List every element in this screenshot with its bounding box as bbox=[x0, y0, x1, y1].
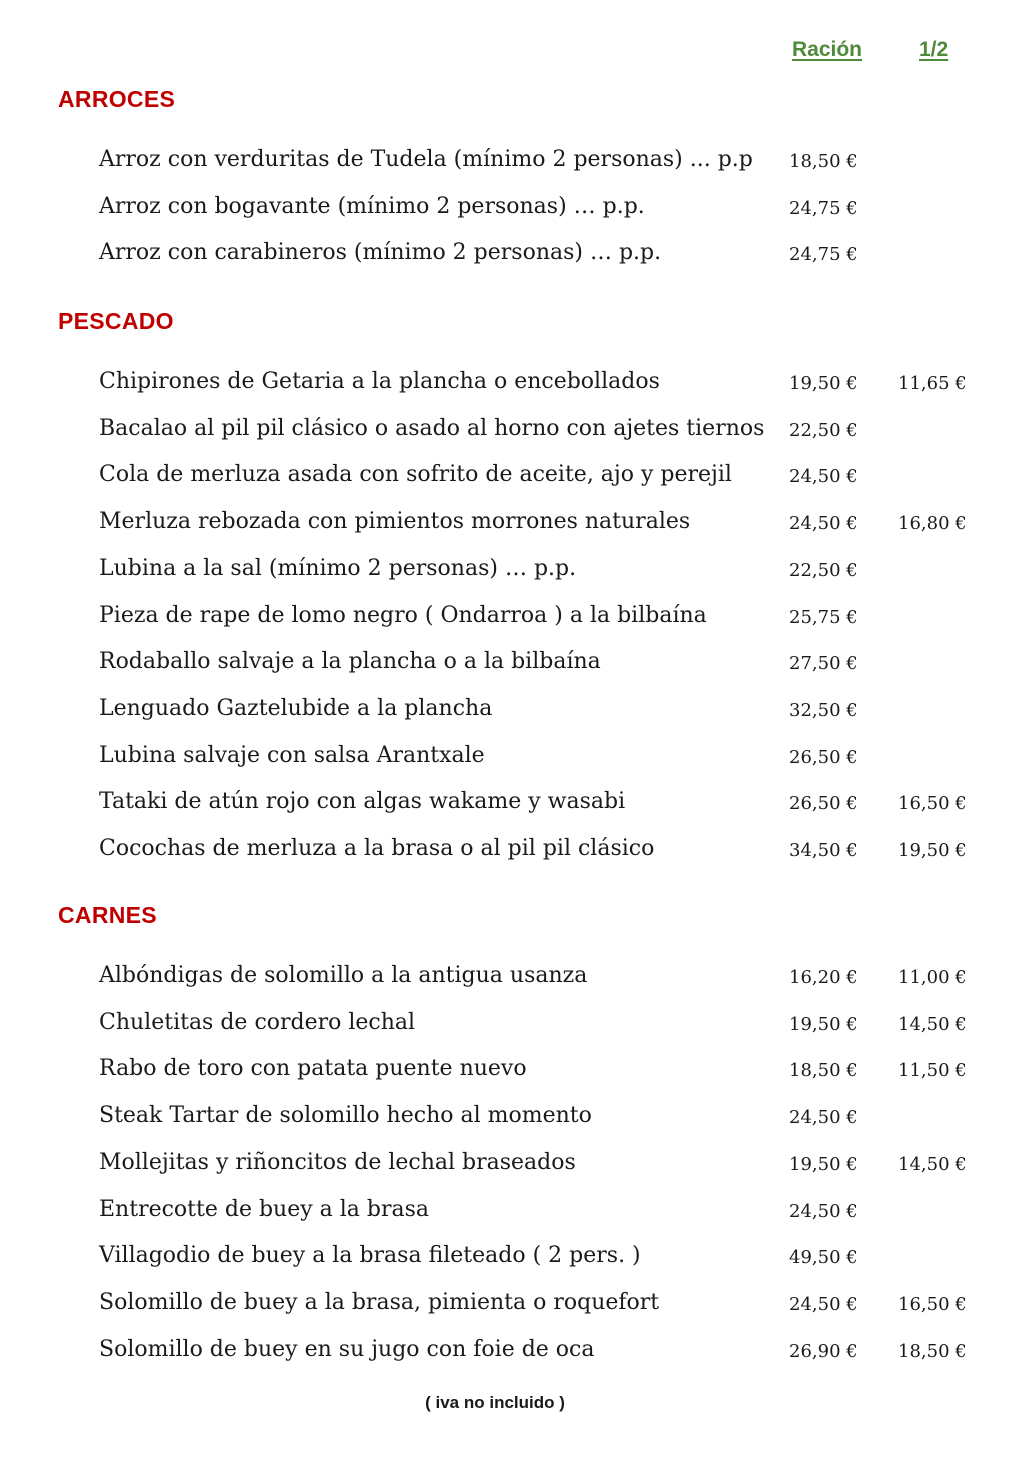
dish-name: Rodaballo salvaje a la plancha o a la bilbaína bbox=[99, 649, 601, 675]
half-portion-price: 14,50 € bbox=[898, 1013, 967, 1035]
racion-price: 26,90 € bbox=[789, 1340, 858, 1362]
menu-item bbox=[0, 415, 1024, 445]
dish-name: Mollejitas y riñoncitos de lechal braseados bbox=[99, 1149, 576, 1175]
racion-price: 19,50 € bbox=[789, 1153, 858, 1175]
menu-item bbox=[0, 1009, 1024, 1039]
menu-item bbox=[0, 1102, 1024, 1132]
racion-price: 24,50 € bbox=[789, 1107, 858, 1129]
vat-note: ( iva no incluido ) bbox=[425, 1393, 565, 1412]
racion-price: 24,50 € bbox=[789, 466, 858, 488]
racion-price: 24,50 € bbox=[789, 1293, 858, 1315]
menu-item bbox=[0, 602, 1024, 632]
dish-name: Lubina a la sal (mínimo 2 personas) … p.p. bbox=[99, 555, 577, 581]
dish-name: Arroz con carabineros (mínimo 2 personas) … p.p. bbox=[99, 240, 662, 266]
menu-item bbox=[0, 508, 1024, 538]
menu-item bbox=[0, 1242, 1024, 1272]
menu-item bbox=[0, 146, 1024, 176]
menu-item bbox=[0, 695, 1024, 725]
racion-price: 26,50 € bbox=[789, 746, 858, 768]
menu-item bbox=[0, 1149, 1024, 1179]
racion-price: 27,50 € bbox=[789, 653, 858, 675]
dish-name: Lubina salvaje con salsa Arantxale bbox=[99, 742, 485, 768]
menu-item bbox=[0, 555, 1024, 585]
dish-name: Arroz con bogavante (mínimo 2 personas) … p.p. bbox=[99, 193, 645, 219]
racion-price: 22,50 € bbox=[789, 559, 858, 581]
racion-price: 16,20 € bbox=[789, 967, 858, 988]
section-title-carnes: CARNES bbox=[58, 902, 157, 928]
price-column-headers bbox=[0, 38, 1024, 70]
racion-price: 18,50 € bbox=[789, 1060, 858, 1082]
menu-item bbox=[0, 648, 1024, 678]
half-portion-price: 18,50 € bbox=[898, 1340, 967, 1362]
menu-item bbox=[0, 193, 1024, 223]
racion-price: 19,50 € bbox=[789, 1013, 858, 1035]
dish-name: Tataki de atún rojo con algas wakame y wasabi bbox=[99, 789, 626, 815]
section-title-pescado: PESCADO bbox=[58, 308, 174, 334]
half-portion-price: 11,50 € bbox=[898, 1060, 967, 1082]
racion-price: 49,50 € bbox=[789, 1247, 858, 1269]
racion-price: 26,50 € bbox=[789, 793, 858, 815]
menu-item bbox=[0, 461, 1024, 491]
racion-price: 24,75 € bbox=[789, 197, 858, 219]
menu-item bbox=[0, 835, 1024, 865]
dish-name: Chuletitas de cordero lechal bbox=[99, 1009, 416, 1035]
racion-price: 25,75 € bbox=[789, 606, 858, 628]
racion-price: 34,50 € bbox=[789, 840, 858, 861]
dish-name: Cocochas de merluza a la brasa o al pil pil clásico bbox=[99, 836, 655, 861]
dish-name: Solomillo de buey en su jugo con foie de oca bbox=[99, 1336, 595, 1362]
racion-price: 18,50 € bbox=[789, 151, 858, 172]
menu-item bbox=[0, 1196, 1024, 1226]
dish-name: Lenguado Gaztelubide a la plancha bbox=[99, 695, 493, 721]
menu-item bbox=[0, 1289, 1024, 1319]
dish-name: Arroz con verduritas de Tudela (mínimo 2 personas) ... p.p bbox=[99, 147, 753, 172]
menu-item bbox=[0, 962, 1024, 992]
dish-name: Cola de merluza asada con sofrito de aceite, ajo y perejil bbox=[99, 462, 732, 488]
menu-item bbox=[0, 368, 1024, 398]
half-portion-price: 11,65 € bbox=[898, 373, 967, 394]
half-portion-column-header: 1/2 bbox=[919, 38, 949, 61]
dish-name: Steak Tartar de solomillo hecho al momento bbox=[99, 1103, 592, 1129]
racion-price: 24,50 € bbox=[789, 1200, 858, 1222]
racion-price: 24,75 € bbox=[789, 244, 858, 266]
dish-name: Albóndigas de solomillo a la antigua usanza bbox=[99, 963, 588, 988]
menu-item bbox=[0, 1336, 1024, 1366]
dish-name: Pieza de rape de lomo negro ( Ondarroa ) a la bilbaína bbox=[99, 602, 707, 628]
half-portion-price: 11,00 € bbox=[898, 967, 967, 988]
racion-column-header: Ración bbox=[792, 38, 863, 61]
racion-price: 19,50 € bbox=[789, 373, 858, 394]
menu-item bbox=[0, 788, 1024, 818]
menu-item bbox=[0, 742, 1024, 772]
racion-price: 24,50 € bbox=[789, 513, 858, 535]
menu-item bbox=[0, 239, 1024, 269]
section-title-arroces: ARROCES bbox=[58, 86, 176, 112]
dish-name: Bacalao al pil pil clásico o asado al horno con ajetes tiernos bbox=[99, 415, 765, 441]
racion-price: 32,50 € bbox=[789, 699, 858, 721]
dish-name: Merluza rebozada con pimientos morrones naturales bbox=[99, 509, 691, 535]
half-portion-price: 16,80 € bbox=[898, 513, 967, 535]
dish-name: Villagodio de buey a la brasa fileteado ( 2 pers. ) bbox=[99, 1243, 641, 1269]
dish-name: Rabo de toro con patata puente nuevo bbox=[99, 1056, 527, 1082]
menu-item bbox=[0, 1055, 1024, 1085]
dish-name: Entrecotte de buey a la brasa bbox=[99, 1196, 430, 1222]
dish-name: Chipirones de Getaria a la plancha o encebollados bbox=[99, 369, 660, 394]
half-portion-price: 19,50 € bbox=[898, 840, 967, 861]
half-portion-price: 16,50 € bbox=[898, 793, 967, 815]
half-portion-price: 16,50 € bbox=[898, 1293, 967, 1315]
dish-name: Solomillo de buey a la brasa, pimienta o roquefort bbox=[99, 1289, 660, 1315]
half-portion-price: 14,50 € bbox=[898, 1153, 967, 1175]
racion-price: 22,50 € bbox=[789, 419, 858, 441]
